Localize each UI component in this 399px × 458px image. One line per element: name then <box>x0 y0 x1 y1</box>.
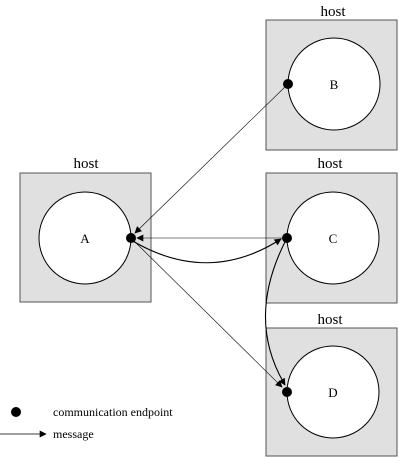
message-arrow-b-to-a <box>135 84 288 233</box>
host-label: host <box>317 312 343 328</box>
process-label: C <box>328 231 338 246</box>
endpoint-dot <box>282 387 292 397</box>
legend-message-label: message <box>53 427 94 441</box>
message-arrow-a-to-c <box>131 239 281 263</box>
legend <box>0 405 173 441</box>
process-label: B <box>329 77 339 92</box>
host-label: host <box>73 156 99 172</box>
process-label: D <box>328 385 338 400</box>
host-b <box>266 4 397 150</box>
process-label: A <box>80 231 90 246</box>
host-label: host <box>317 156 343 172</box>
host-label: host <box>320 4 346 20</box>
messages <box>131 84 288 387</box>
legend-endpoint-label: communication endpoint <box>53 405 173 419</box>
message-arrow-a-to-d <box>131 238 282 387</box>
host-a <box>20 156 151 302</box>
host-c <box>266 156 397 303</box>
host-d <box>266 312 397 456</box>
legend-endpoint-dot <box>11 407 21 417</box>
